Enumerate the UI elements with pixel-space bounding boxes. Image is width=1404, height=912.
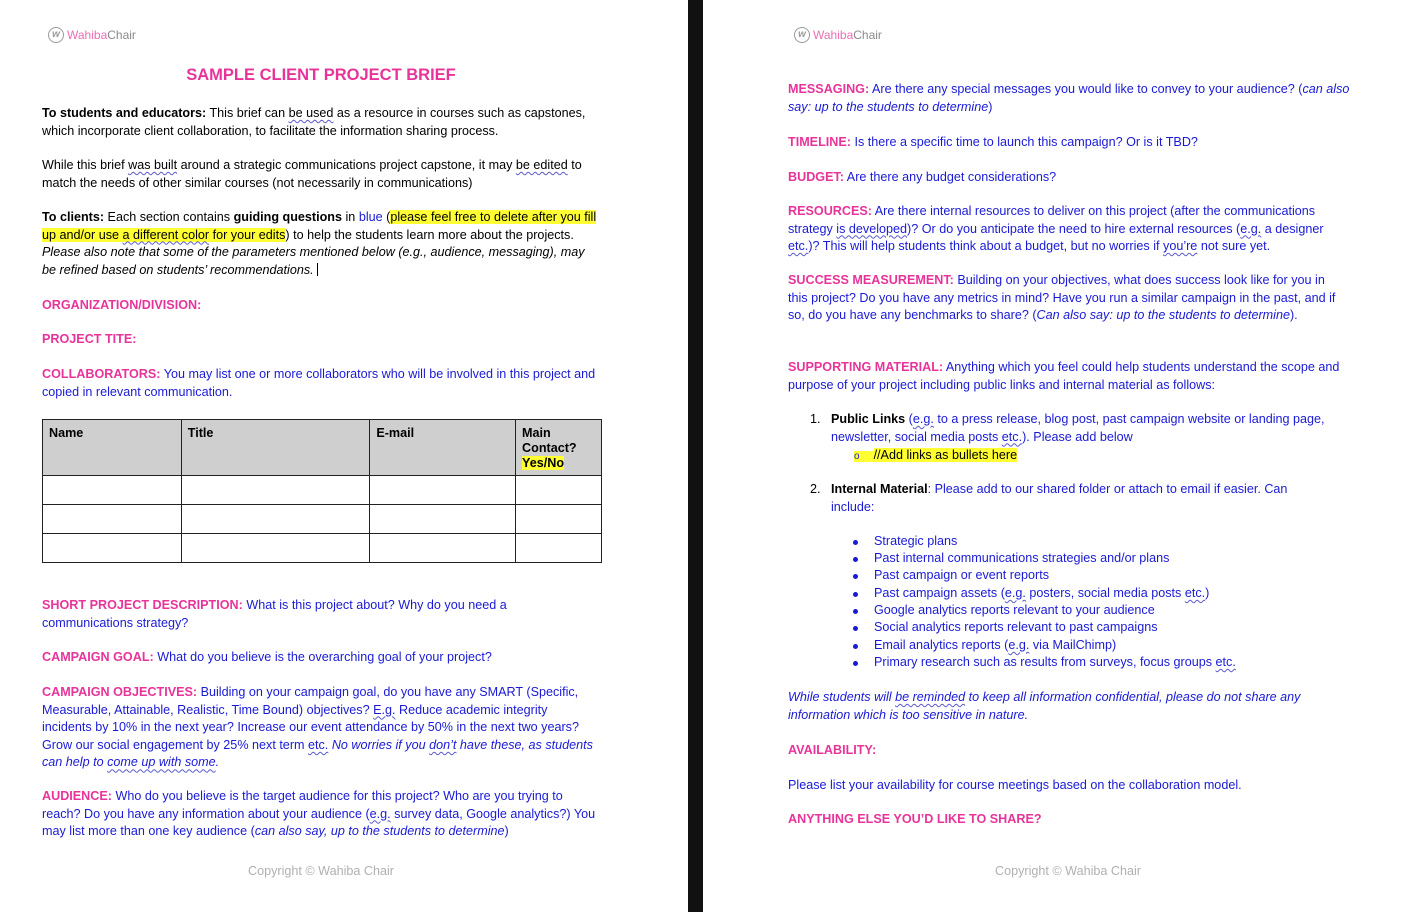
header-email: E-mail	[370, 420, 516, 476]
project-title-heading: PROJECT TITE:	[42, 332, 137, 346]
cell-main-contact[interactable]	[516, 505, 602, 534]
list-item: Past campaign assets (e.g. posters, social media posts etc.)	[874, 586, 1210, 600]
list-item: Past campaign or event reports	[874, 568, 1050, 582]
campaign-objectives-section: CAMPAIGN OBJECTIVES: Building on your campaign goal, do you have any SMART (Specific, Measurable, Attainable, Realistic, Time Bound) objectives? E.g. Reduce academic integrity incidents by 10% in the next year? Increase our event attendance by 50% in the next two years? Grow our social engagement by 25% next term etc. No worries if you don’t have these, as students can help to come up with some.	[42, 685, 593, 770]
brand-name-part1: Wahiba	[67, 28, 108, 42]
availability-text: Please list your availability for course meetings based on the collaboration model.	[788, 778, 1242, 792]
list-item: Google analytics reports relevant to your audience	[874, 603, 1155, 617]
copyright-footer: Copyright © Wahiba Chair	[994, 864, 1141, 878]
campaign-goal-section: CAMPAIGN GOAL: What do you believe is the overarching goal of your project?	[42, 650, 492, 664]
bullet-dot	[853, 661, 858, 666]
cell-name[interactable]	[43, 505, 182, 534]
cell-name[interactable]	[43, 476, 182, 505]
intro-students: To students and educators: This brief can be used as a resource in courses such as capstones, which incorporate client collaboration, to facilitate the information sharing process.	[42, 106, 586, 138]
intro-clients: To clients: Each section contains guiding questions in blue (please feel free to delete after you fill up and/or use a different color for your edits) to help the students learn more about the projects. Please also note that some of the parameters mentioned below (e.g., audience, messaging), may be refined based on students’ recommendations.	[42, 210, 597, 277]
supporting-material-section: SUPPORTING MATERIAL: Anything which you feel could help students understand the scope and purpose of your project including public links and internal material as follows:	[788, 360, 1340, 392]
cell-main-contact[interactable]	[516, 476, 602, 505]
resources-section: RESOURCES: Are there internal resources to deliver on this project (after the communications strategy is developed)? Or do you anticipate the need to hire external resources (e.g. a designer etc.)? This will help students think about a budget, but no worries if you’re not sure yet.	[788, 204, 1324, 254]
brand-name-part2: Chair	[853, 28, 882, 42]
document-page-1	[0, 0, 688, 912]
org-division-heading: ORGANIZATION/DIVISION:	[42, 298, 202, 312]
page-title: SAMPLE CLIENT PROJECT BRIEF	[186, 66, 456, 84]
page-divider	[688, 0, 703, 912]
brand-logo	[794, 27, 882, 43]
logo-w-icon: w	[48, 27, 64, 43]
table-row[interactable]	[43, 476, 602, 505]
bullet-dot	[853, 574, 858, 579]
document-page-2: w Wahiba Chair MESSAGING: Are there any special messages you would like to convey to your audience? (can also say: up to the students to determine) TIMELINE: Is there a specific time to launch this campaign? Or is it TBD? BUDGET: Are there any budget considerations? RESOURCES: Are there internal resources to deliver on this project (after the communications strategy is developed)? Or do you anticipate the need to hire external resources (e.g. a designer etc.)? This will help students think about a budget, but no worries if you’re not sure yet. SUCCESS MEASUREMENT: Building on your objectives, what does success look like for you in this project? Do you have any metrics in mind? Have you run a similar campaign in the past, and if so, do you have any benchmarks to share? (Can also say: up to the students to determine). SUPPORTING MATERIAL: Anything which you feel could help students understand the scope and purpose of your project including public links and internal material as follows: 1. Public Links (e.g. to a press release, blog post, past campaign website or landing page, newsletter, social media posts etc.). Please add below o //Add links as bullets here 2. Internal Material: Please add to our shared folder or attach to email if easier. Can include: Strategic plans Past internal communications strategies and/or plans Past campaign or event reports Past campaign assets (e.g. posters, social media posts etc.) Google analytics reports relevant to your audience Social analytics reports relevant to past campaigns Email analytics reports (e.g. via MailChimp) Primary research such as results from surveys, focus groups etc. While students will be reminded to keep all information confidential, please do not share any information which is too sensitive in nature. AVAILABILITY: Please list your availability for course meetings based on the collaboration model. ANYTHING ELSE YOU’D LIKE TO SHARE? Copyright © Wahiba Chair	[703, 0, 1404, 912]
short-description-section: SHORT PROJECT DESCRIPTION: What is this project about? Why do you need a communications strategy?	[42, 598, 507, 630]
list-item: Primary research such as results from surveys, focus groups etc.	[874, 655, 1236, 669]
list-item: Social analytics reports relevant to past campaigns	[874, 620, 1158, 634]
cell-email[interactable]	[370, 534, 516, 563]
bullet-dot	[853, 592, 858, 597]
cell-title[interactable]	[181, 534, 370, 563]
audience-section: AUDIENCE: Who do you believe is the target audience for this project? Who are you trying to reach? Do you have any information about your audience (e.g. survey data, Google analytics?) You may list more than one key audience (can also say, up to the students to determine)	[42, 789, 596, 839]
budget-section: BUDGET: Are there any budget considerations?	[788, 170, 1057, 184]
list-item: Past internal communications strategies and/or plans	[874, 551, 1170, 565]
bullet-dot	[853, 540, 858, 545]
table-row[interactable]	[43, 534, 602, 563]
bullet-dot	[853, 557, 858, 562]
brand-name-part1: Wahiba	[813, 28, 854, 42]
header-title: Title	[181, 420, 370, 476]
cell-main-contact[interactable]	[516, 534, 602, 563]
confidentiality-note: While students will be reminded to keep all information confidential, please do not share any information which is too sensitive in nature.	[788, 690, 1301, 722]
collaborators-section: COLLABORATORS: You may list one or more collaborators who will be involved in this project and copied in relevant communication.	[42, 367, 596, 399]
cell-name[interactable]	[43, 534, 182, 563]
success-measurement-section: SUCCESS MEASUREMENT: Building on your objectives, what does success look like for you in this project? Do you have any metrics in mind? Have you run a similar campaign in the past, and if so, do you have any benchmarks to share? (Can also say: up to the students to determine).	[788, 273, 1336, 323]
collaborators-table	[42, 419, 602, 563]
header-name: Name	[43, 420, 182, 476]
messaging-section: MESSAGING: Are there any special messages you would like to convey to your audience? (can also say: up to the students to determine)	[788, 82, 1350, 114]
text-cursor	[317, 263, 318, 276]
brand-name-part2: Chair	[107, 28, 136, 42]
logo-w-icon: w	[794, 27, 810, 43]
bullet-dot	[853, 609, 858, 614]
bullet-dot	[853, 626, 858, 631]
header-main-contact: Main Contact? Yes/No	[516, 420, 602, 476]
cell-title[interactable]	[181, 476, 370, 505]
copyright-footer: Copyright © Wahiba Chair	[247, 864, 394, 878]
list-item: Strategic plans	[874, 534, 958, 548]
cell-title[interactable]	[181, 505, 370, 534]
table-row[interactable]	[43, 505, 602, 534]
cell-email[interactable]	[370, 505, 516, 534]
brand-logo	[48, 27, 136, 43]
table-header-row	[43, 420, 602, 476]
add-links-placeholder[interactable]: o //Add links as bullets here	[854, 448, 1018, 462]
bullet-dot	[853, 644, 858, 649]
intro-edit-note: While this brief was built around a strategic communications project capstone, it may be edited to match the needs of other similar courses (not necessarily in communications)	[42, 158, 582, 190]
anything-else-heading: ANYTHING ELSE YOU’D LIKE TO SHARE?	[788, 812, 1042, 826]
list-item: Email analytics reports (e.g. via MailChimp)	[874, 638, 1117, 652]
availability-heading: AVAILABILITY:	[788, 743, 877, 757]
cell-email[interactable]	[370, 476, 516, 505]
timeline-section: TIMELINE: Is there a specific time to launch this campaign? Or is it TBD?	[788, 135, 1198, 149]
